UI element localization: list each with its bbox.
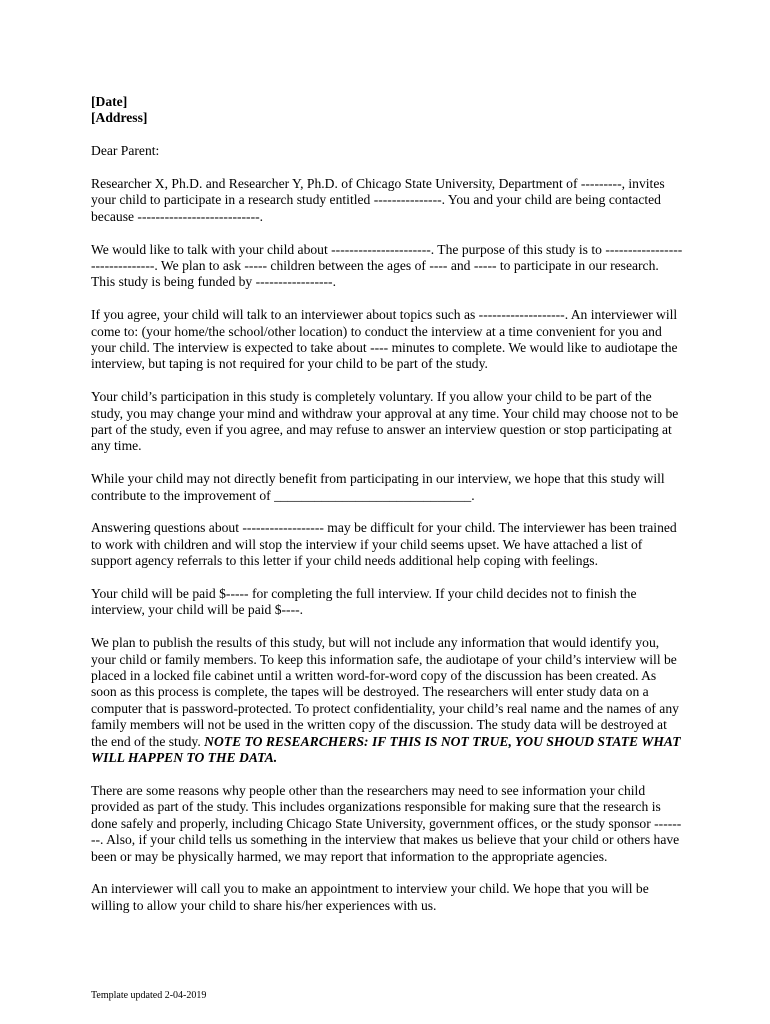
paragraph-purpose: We would like to talk with your child about ----------------------. The purpose of this study is to -------------------------------. We plan to ask ----- children between the ages of ---- and ----- to participate in our research. This study is being funded by -----------------.	[91, 241, 683, 290]
paragraph-voluntary: Your child’s participation in this study is completely voluntary. If you allow your child to be part of the study, you may change your mind and withdraw your approval at any time. Your child may choose not to be part of the study, even if you agree, and may refuse to answer an interview question or stop participating at any time.	[91, 389, 679, 454]
paragraph-disclosure: There are some reasons why people other than the researchers may need to see information your child provided as part of the study. This includes organizations responsible for making sure that the research is done safely and properly, including Chicago State University, government offices, or the study sponsor --------. Also, if your child tells us something in the interview that makes us believe that your child or others have been or may be physically harmed, we may report that information to the appropriate agencies.	[91, 782, 682, 864]
address-placeholder: [Address]	[91, 110, 148, 126]
paragraph-confidentiality	[91, 635, 685, 766]
paragraph-closing: An interviewer will call you to make an appointment to interview your child. We hope that you will be willing to allow your child to share his/her experiences with us.	[91, 881, 649, 913]
note-to-researchers: NOTE TO RESEARCHERS: IF THIS IS NOT TRUE, YOU SHOUD STATE WHAT WILL HAPPEN TO THE DATA.	[91, 733, 681, 766]
paragraph-procedure: If you agree, your child will talk to an interviewer about topics such as -------------------. An interviewer will come to: (your home/the school/other location) to conduct the interview at a time convenient for you and your child. The interview is expected to take about ---- minutes to complete. We would like to audiotape the interview, but taping is not required for your child to be part of the study.	[91, 307, 678, 372]
paragraph-benefits: While your child may not directly benefit from participating in our interview, we hope that this study will contribute to the improvement of _____________________________.	[91, 471, 665, 503]
footer-template-note: Template updated 2-04-2019	[91, 990, 207, 1001]
confidentiality-text: We plan to publish the results of this study, but will not include any information that would identify you, your child or family members. To keep this information safe, the audiotape of your child’s interview will be placed in a locked file cabinet until a written word-for-word copy of the discussion has been created. As soon as this process is complete, the tapes will be destroyed. The researchers will enter study data on a computer that is password-protected. To protect confidentiality, your child’s real name and the names of any family members will not be used in the written copy of the discussion. The study data will be destroyed at the end of the study.	[91, 635, 679, 749]
salutation: Dear Parent:	[91, 143, 160, 159]
letter-body	[91, 94, 685, 931]
paragraph-risks: Answering questions about ------------------ may be difficult for your child. The interviewer has been trained to work with children and will stop the interview if your child seems upset. We have attached a list of support agency referrals to this letter if your child needs additional help coping with feelings.	[91, 520, 677, 569]
date-placeholder: [Date]	[91, 94, 128, 109]
paragraph-payment: Your child will be paid $----- for completing the full interview. If your child decides not to finish the interview, your child will be paid $----.	[91, 586, 637, 618]
paragraph-invitation: Researcher X, Ph.D. and Researcher Y, Ph.D. of Chicago State University, Department of ---------, invites your child to participate in a research study entitled ---------------. You and your child are being contacted because ---------------------------.	[91, 176, 665, 224]
